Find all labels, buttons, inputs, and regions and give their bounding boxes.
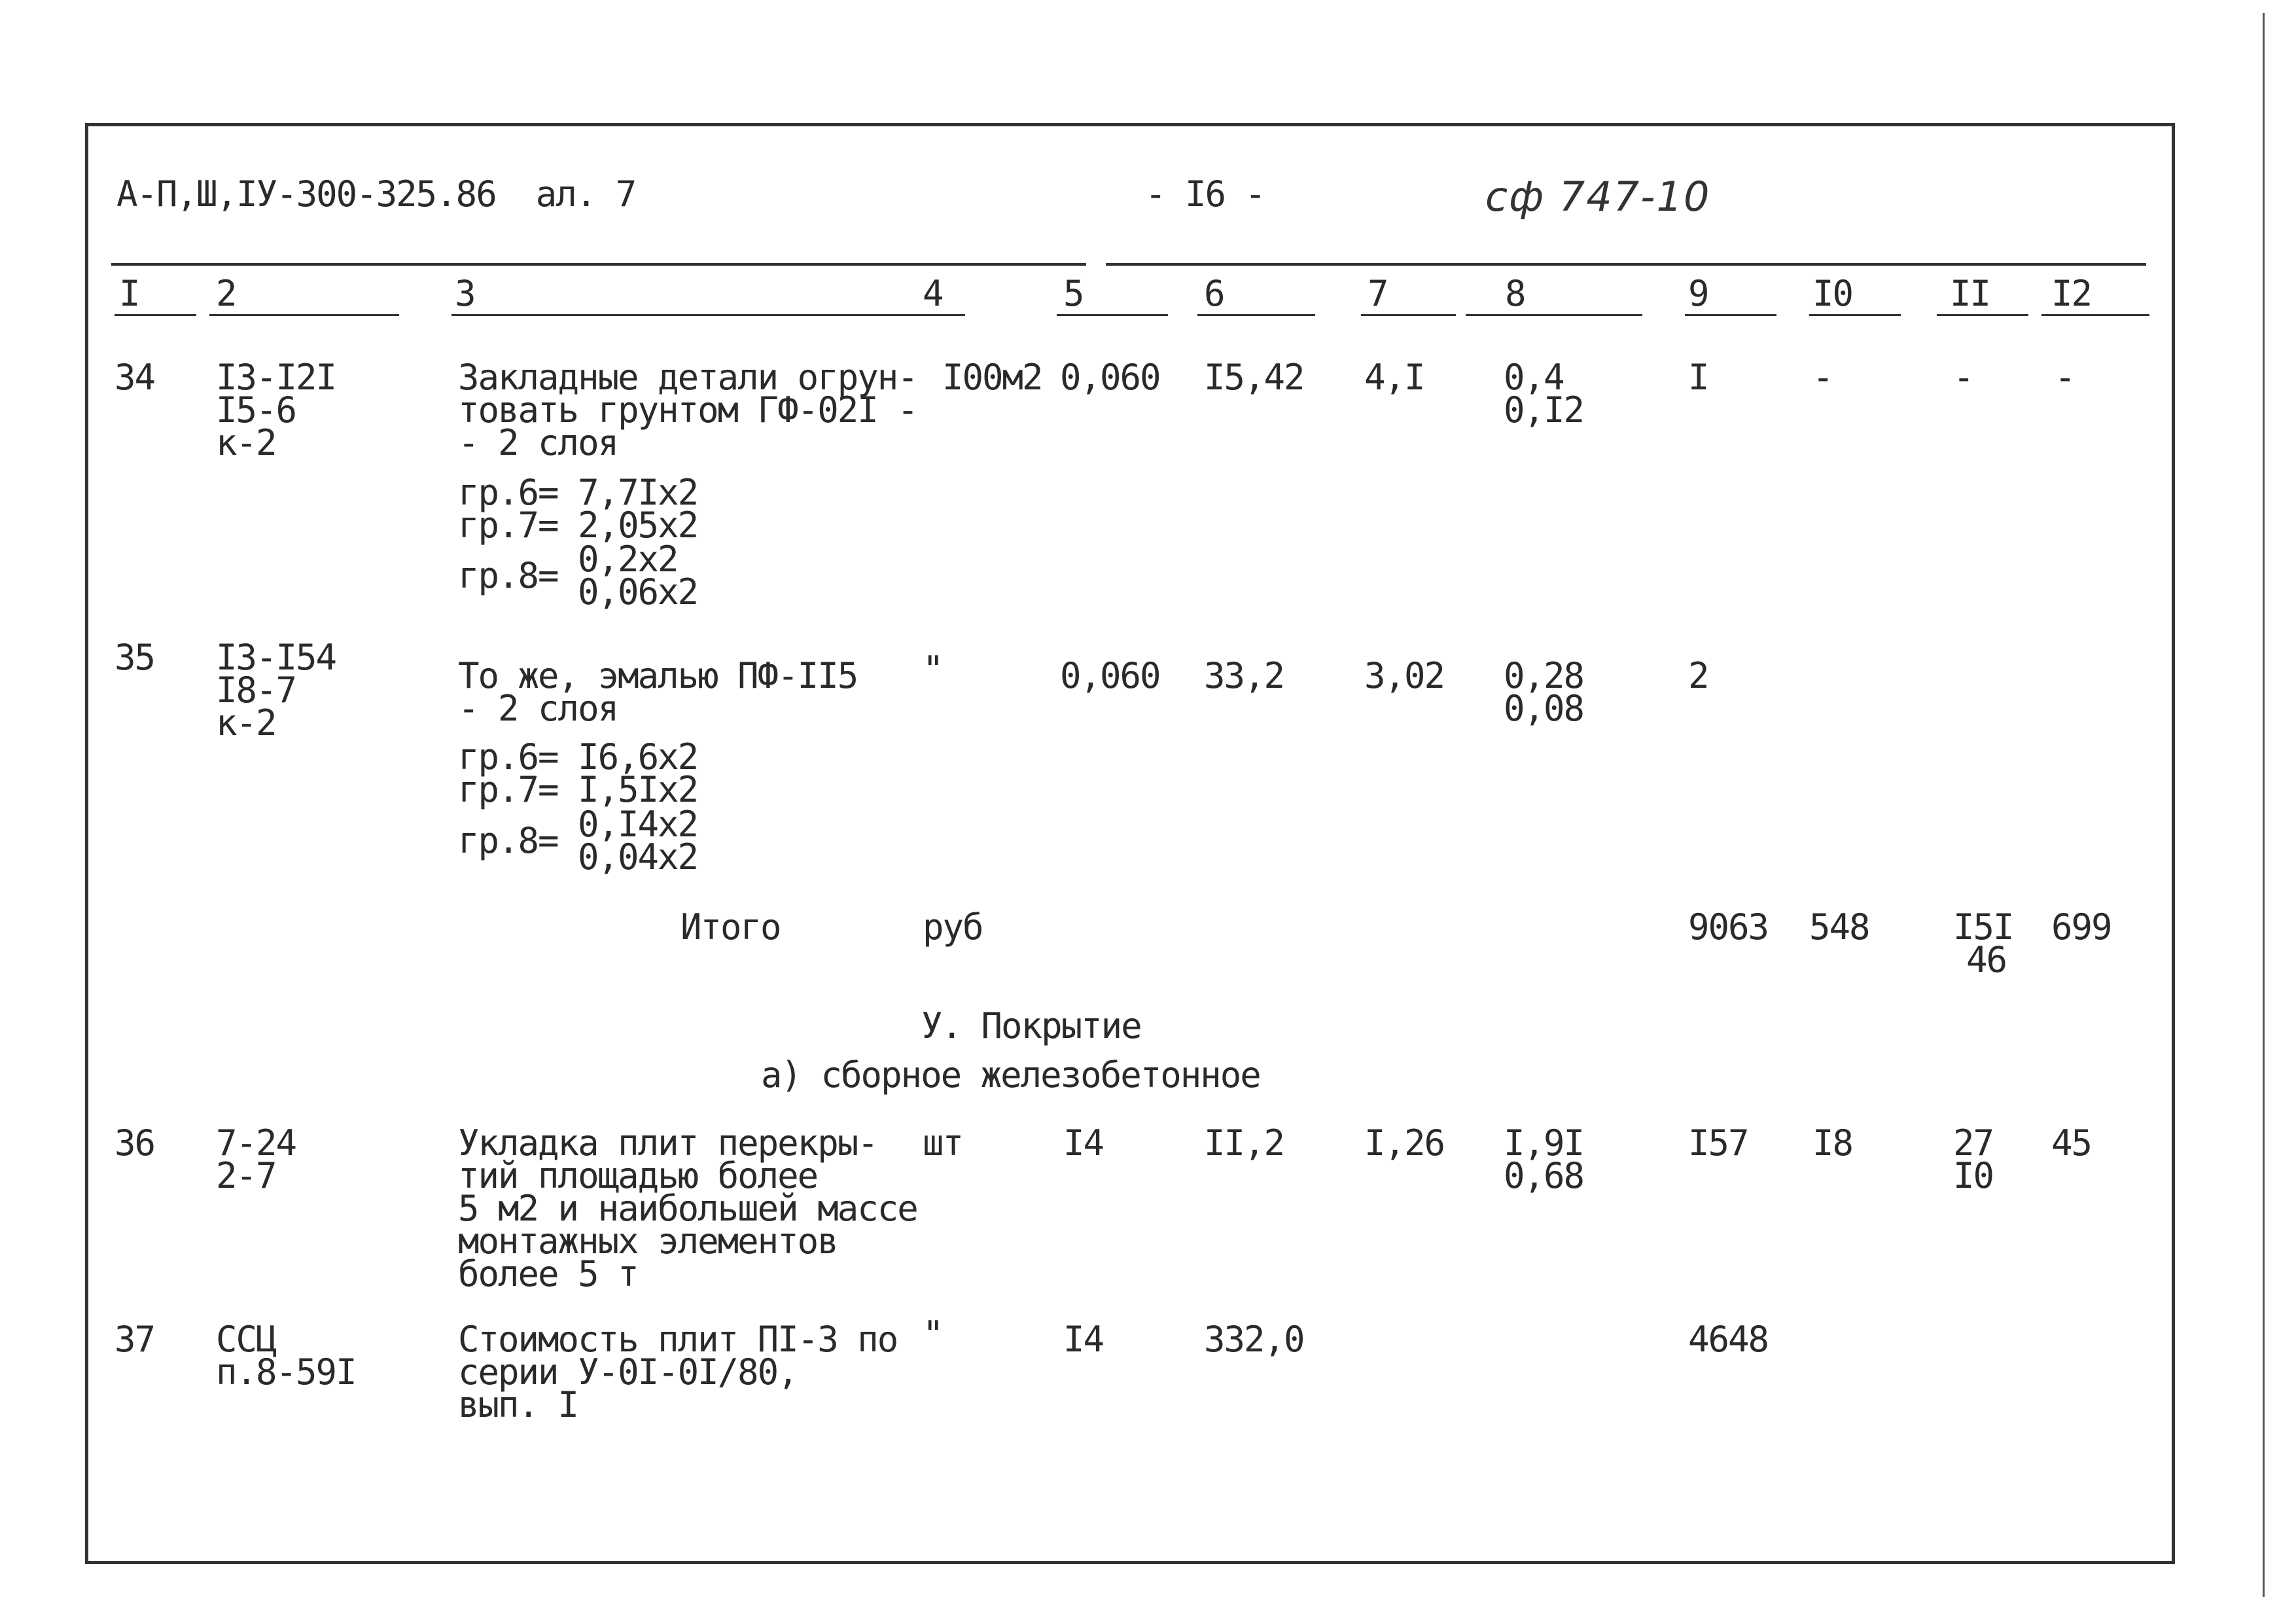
page-edge-line — [2263, 13, 2265, 1597]
row-34-unit: I00м2 — [942, 357, 1042, 398]
row-37-code-line-1: ССЦ — [216, 1319, 276, 1360]
row-36-code-line-1: 7-24 — [216, 1122, 296, 1164]
row-36-col8-top: I,9I — [1504, 1122, 1584, 1164]
row-35-code-line-1: I3-I54 — [216, 637, 336, 678]
row-34-col12: - — [2055, 357, 2075, 398]
column-header-2: 2 — [216, 273, 236, 314]
column-header-5: 5 — [1063, 273, 1084, 314]
column-header-3: 3 — [455, 273, 475, 314]
row-36-col11-bottom: I0 — [1953, 1155, 1994, 1196]
header-rule-right — [1106, 263, 2146, 266]
column-underline-1 — [115, 314, 196, 316]
row-35-desc-line-1: То же, эмалью ПФ-II5 — [458, 655, 858, 696]
column-underline-5 — [1057, 314, 1168, 316]
row-35-formula-g6: гр.6= I6,6х2 — [458, 736, 698, 777]
row-37-quantity: I4 — [1063, 1319, 1104, 1360]
row-36-col12: 45 — [2051, 1122, 2092, 1164]
row-36-col9: I57 — [1688, 1122, 1748, 1164]
row-37-col9: 4648 — [1688, 1319, 1769, 1360]
row-35-formula-g8-bottom: 0,04х2 — [578, 836, 698, 878]
column-underline-12 — [2041, 314, 2149, 316]
row-35-unit-ditto: " — [923, 649, 943, 690]
column-underline-10 — [1809, 314, 1901, 316]
column-header-11: II — [1950, 273, 1990, 314]
row-35-formula-g7: гр.7= I,5Iх2 — [458, 769, 698, 810]
document-code: А-П,Ш,IУ-300-325.86 ал. 7 — [116, 173, 636, 215]
total-col11-bottom: 46 — [1966, 939, 2007, 980]
column-underline-2 — [209, 314, 399, 316]
column-underline-9 — [1685, 314, 1776, 316]
row-37-number: 37 — [115, 1319, 155, 1360]
row-34-code-line-1: I3-I2I — [216, 357, 336, 398]
total-label: Итого — [680, 906, 781, 948]
row-34-col8-top: 0,4 — [1504, 357, 1564, 398]
column-underline-4 — [779, 314, 965, 316]
row-34-formula-g8-bottom: 0,06х2 — [578, 571, 698, 613]
row-35-number: 35 — [115, 637, 155, 678]
row-36-col11-top: 27 — [1953, 1122, 1994, 1164]
row-34-quantity: 0,060 — [1060, 357, 1160, 398]
row-37-unit-ditto: " — [923, 1313, 943, 1355]
total-col12: 699 — [2051, 906, 2111, 948]
row-36-desc-line-5: более 5 т — [458, 1253, 638, 1294]
row-37-desc-line-3: вып. I — [458, 1384, 578, 1425]
row-36-col8-bottom: 0,68 — [1504, 1155, 1584, 1196]
total-col10: 548 — [1809, 906, 1869, 948]
row-35-code-line-3: к-2 — [216, 702, 276, 743]
page-number: - I6 - — [1145, 173, 1265, 215]
row-34-formula-g8-top: 0,2х2 — [578, 539, 678, 580]
column-header-9: 9 — [1688, 273, 1708, 314]
row-35-col7: 3,02 — [1364, 655, 1445, 696]
row-34-col6: I5,42 — [1204, 357, 1304, 398]
row-35-formula-g8-label: гр.8= — [458, 820, 558, 861]
row-37-code-line-2: п.8-59I — [216, 1351, 356, 1393]
row-34-col7: 4,I — [1364, 357, 1424, 398]
row-36-col10: I8 — [1812, 1122, 1853, 1164]
row-35-col9: 2 — [1688, 655, 1708, 696]
column-header-4: 4 — [923, 273, 943, 314]
column-header-10: I0 — [1812, 273, 1853, 314]
column-header-8: 8 — [1505, 273, 1525, 314]
row-34-code-line-3: к-2 — [216, 422, 276, 463]
row-36-unit: шт — [923, 1122, 963, 1164]
row-34-number: 34 — [115, 357, 155, 398]
row-34-col10: - — [1812, 357, 1833, 398]
row-37-desc-line-1: Стоимость плит ПI-3 по — [458, 1319, 898, 1360]
column-header-12: I2 — [2051, 273, 2092, 314]
row-37-col6: 332,0 — [1204, 1319, 1304, 1360]
row-34-desc-line-2: товать грунтом ГФ-02I - — [458, 389, 917, 431]
row-36-number: 36 — [115, 1122, 155, 1164]
handwritten-reference: сф 747-10 — [1485, 173, 1711, 221]
row-36-desc-line-4: монтажных элементов — [458, 1221, 838, 1262]
row-34-col8-bottom: 0,I2 — [1504, 389, 1584, 431]
row-36-desc-line-2: тий площадью более — [458, 1155, 818, 1196]
row-36-quantity: I4 — [1063, 1122, 1104, 1164]
row-35-quantity: 0,060 — [1060, 655, 1160, 696]
row-35-col6: 33,2 — [1204, 655, 1284, 696]
document-frame — [85, 123, 2175, 1564]
row-34-col11: - — [1953, 357, 1973, 398]
column-underline-3 — [451, 314, 782, 316]
total-col11-top: I5I — [1953, 906, 2013, 948]
row-34-code-line-2: I5-6 — [216, 389, 296, 431]
column-underline-6 — [1197, 314, 1315, 316]
column-underline-7 — [1361, 314, 1456, 316]
row-34-formula-g6: гр.6= 7,7Iх2 — [458, 472, 698, 513]
row-35-desc-line-2: - 2 слоя — [458, 688, 618, 729]
row-37-desc-line-2: серии У-0I-0I/80, — [458, 1351, 798, 1393]
row-36-code-line-2: 2-7 — [216, 1155, 276, 1196]
row-35-col8-bottom: 0,08 — [1504, 688, 1584, 729]
section-subtitle: а) сборное железобетонное — [761, 1054, 1260, 1096]
row-36-desc-line-1: Укладка плит перекры- — [458, 1122, 877, 1164]
row-34-col9: I — [1688, 357, 1708, 398]
header-rule-left — [111, 263, 1086, 266]
total-col9: 9063 — [1688, 906, 1769, 948]
column-header-1: I — [119, 273, 139, 314]
row-36-desc-line-3: 5 м2 и наибольшей массе — [458, 1188, 917, 1229]
row-34-formula-g7: гр.7= 2,05х2 — [458, 505, 698, 546]
row-35-code-line-2: I8-7 — [216, 669, 296, 711]
row-36-col6: II,2 — [1204, 1122, 1284, 1164]
column-header-6: 6 — [1204, 273, 1224, 314]
total-unit: руб — [923, 906, 983, 948]
row-34-formula-g8-label: гр.8= — [458, 555, 558, 596]
section-title: У. Покрытие — [921, 1005, 1141, 1046]
row-36-col7: I,26 — [1364, 1122, 1445, 1164]
row-35-formula-g8-top: 0,I4х2 — [578, 804, 698, 845]
row-34-desc-line-3: - 2 слоя — [458, 422, 618, 463]
row-35-col8-top: 0,28 — [1504, 655, 1584, 696]
column-header-7: 7 — [1368, 273, 1388, 314]
row-34-desc-line-1: Закладные детали огрун- — [458, 357, 917, 398]
column-underline-8 — [1466, 314, 1642, 316]
column-underline-11 — [1937, 314, 2028, 316]
